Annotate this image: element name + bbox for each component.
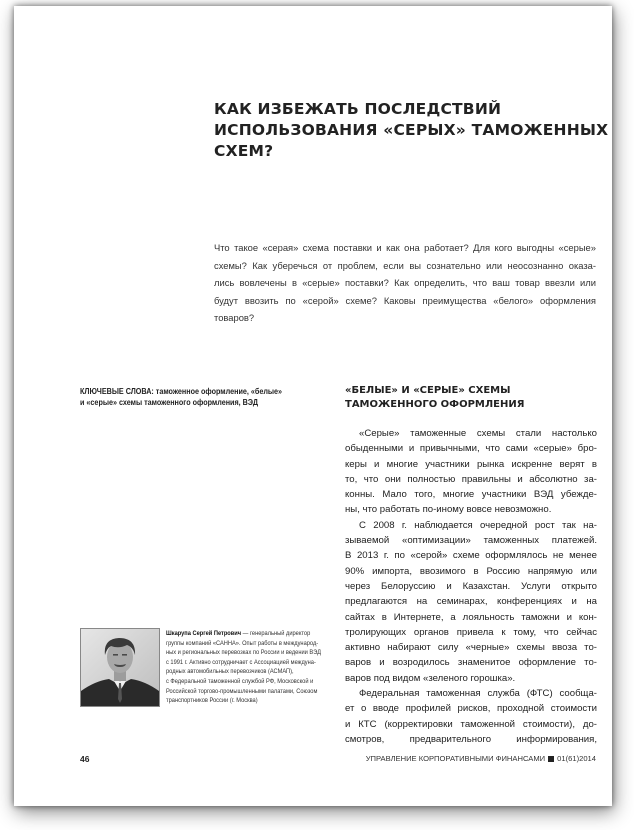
bio-line: с 1991 г. Активно сотрудничает с Ассоциацией междуна- bbox=[166, 658, 316, 666]
body-line: конны. Мало того, многие участники ВЭД убежде- bbox=[345, 489, 597, 501]
body-line: и КТС (корректировки таможенной стоимости), до- bbox=[345, 718, 597, 730]
body-line: «Серые» таможенные схемы стали настолько bbox=[359, 428, 597, 439]
author-photo bbox=[80, 628, 160, 707]
body-line: предлагаются на семинарах, конференциях и на bbox=[345, 596, 597, 608]
lead-line: будут ввозить по «серой» схеме? Каковы преимущества «белого» оформления bbox=[214, 294, 596, 306]
bio-line: ных и региональных перевозках по России и ведении ВЭД bbox=[166, 649, 321, 657]
body-line: ет о вводе профилей рисков, проходной стоимости bbox=[345, 703, 597, 715]
section-heading-line: «БЕЛЫЕ» И «СЕРЫЕ» СХЕМЫ bbox=[345, 385, 511, 396]
lead-line: Что такое «серая» схема поставки и как она работает? Для кого выгодны «серые» bbox=[214, 242, 596, 253]
section-heading-line: ТАМОЖЕННОГО ОФОРМЛЕНИЯ bbox=[345, 398, 525, 410]
body-line: активно набирают силу «черные» схемы ввоза то- bbox=[345, 642, 597, 654]
body-line: обыденными и привычными, что сами «серые» бро- bbox=[345, 443, 597, 455]
title-line: СХЕМ? bbox=[214, 142, 274, 160]
body-line: сайтах в Интернете, а лояльность таможни и кон- bbox=[345, 611, 597, 623]
keywords-line: КЛЮЧЕВЫЕ СЛОВА: таможенное оформление, «белые» bbox=[80, 387, 283, 396]
body-line: В 2013 г. по «серой» схеме оформлялось не менее bbox=[345, 550, 597, 562]
body-line: 90% импорта, ввозимого в Россию напрямую или bbox=[345, 565, 597, 577]
bio-first: — генеральный директор bbox=[241, 630, 311, 637]
body-line: смотров, предварительного информирования, bbox=[345, 733, 597, 745]
body-line: тролирующих органов привела к тому, что сейчас bbox=[345, 626, 597, 638]
lead-line: лись вовлечены в «серые» поставки? Как определить, что ваш товар ввезли или bbox=[214, 277, 596, 288]
journal-issue: 01(61)2014 bbox=[557, 754, 596, 763]
title-line: ИСПОЛЬЗОВАНИЯ «СЕРЫХ» ТАМОЖЕННЫХ bbox=[214, 121, 609, 139]
bio-line: с Федеральной таможенной службой РФ, Московской и bbox=[166, 677, 314, 685]
bio-line: Российской торгово-промышленными палатами, Союзом bbox=[166, 687, 318, 695]
page-number: 46 bbox=[80, 754, 90, 764]
author-name: Шкарупа Сергей Петрович bbox=[166, 630, 242, 637]
author-bio bbox=[166, 629, 321, 706]
article-lead bbox=[214, 239, 596, 327]
bio-line: транспортников России (г. Москва) bbox=[166, 697, 258, 705]
bio-line bbox=[166, 629, 318, 639]
journal-name: УПРАВЛЕНИЕ КОРПОРАТИВНЫМИ ФИНАНСАМИ bbox=[365, 754, 546, 763]
lead-line: товаров? bbox=[214, 312, 255, 323]
body-line: керы и многие участники рынка искренне верят в bbox=[345, 458, 597, 470]
article-title bbox=[214, 99, 609, 162]
article-body bbox=[345, 426, 597, 747]
body-line: С 2008 г. наблюдается очередной рост так на- bbox=[359, 519, 597, 531]
lead-line: схемы? Как уберечься от проблем, если вы сознательно или неосознанно оказа- bbox=[214, 259, 596, 271]
body-line: зываемой «оптимизации» таможенных платежей. bbox=[345, 535, 597, 547]
body-line: ны, что работать по-иному вовсе невозможно. bbox=[345, 504, 552, 516]
magazine-page bbox=[14, 6, 612, 806]
square-separator-icon bbox=[548, 756, 554, 762]
body-line: варов и возродилось знаменитое оформление то- bbox=[345, 657, 597, 669]
bio-line: группы компаний «САННА». Опыт работы в международ- bbox=[166, 639, 319, 647]
body-line: то, что они полностью правильны и абсолютно за- bbox=[345, 473, 597, 485]
body-line: варов под видом «зеленого горошка». bbox=[345, 672, 516, 684]
keywords bbox=[80, 386, 296, 408]
title-line: КАК ИЗБЕЖАТЬ ПОСЛЕДСТВИЙ bbox=[214, 100, 502, 118]
body-line: через Белоруссию и Казахстан. Услуги открыто bbox=[345, 580, 597, 592]
journal-footer bbox=[366, 754, 596, 763]
section-heading bbox=[345, 384, 605, 411]
bio-line: родных автомобильных перевозчиков (АСМАП), bbox=[166, 668, 294, 676]
portrait-image bbox=[81, 629, 159, 706]
body-line: Федеральная таможенная служба (ФТС) сообща- bbox=[359, 688, 597, 700]
keywords-line: и «серые» схемы таможенного оформления, ВЭД bbox=[80, 398, 258, 407]
